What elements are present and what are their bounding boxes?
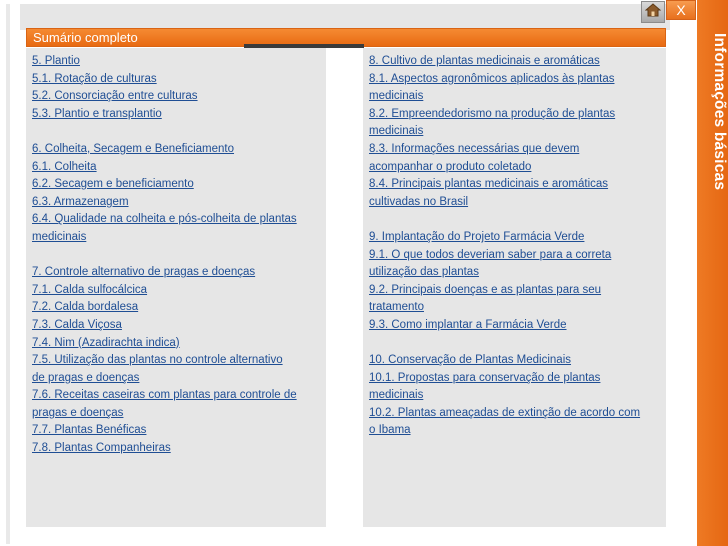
summary-link[interactable]: 10.2. Plantas ameaçadas de extinção de acordo com o Ibama bbox=[369, 406, 641, 437]
summary-link[interactable]: 8.3. Informações necessárias que devem acompanhar o produto coletado bbox=[369, 142, 580, 173]
left-summary-list bbox=[26, 48, 326, 458]
summary-link[interactable]: 9. Implantação do Projeto Farmácia Verde bbox=[369, 230, 585, 243]
summary-link[interactable]: 5.1. Rotação de culturas bbox=[32, 72, 157, 85]
summary-link[interactable]: 7.1. Calda sulfocálcica bbox=[32, 283, 148, 296]
summary-link[interactable]: 6. Colheita, Secagem e Beneficiamento bbox=[32, 142, 235, 155]
summary-link[interactable]: 5.3. Plantio e transplantio bbox=[32, 107, 162, 120]
left-summary-panel bbox=[26, 48, 326, 527]
summary-link[interactable]: 7. Controle alternativo de pragas e doenças bbox=[32, 266, 256, 279]
left-frame-edge bbox=[6, 4, 10, 544]
summary-link[interactable]: 8.2. Empreendedorismo na produção de plantas medicinais bbox=[369, 107, 616, 138]
close-button[interactable]: X bbox=[666, 0, 696, 20]
summary-link[interactable]: 6.1. Colheita bbox=[32, 160, 97, 173]
home-button[interactable] bbox=[641, 1, 665, 23]
summary-link[interactable]: 7.8. Plantas Companheiras bbox=[32, 442, 171, 455]
summary-link[interactable]: 7.6. Receitas caseiras com plantas para controle de pragas e doenças bbox=[32, 389, 297, 419]
summary-link[interactable]: 7.3. Calda Viçosa bbox=[32, 318, 122, 331]
summary-link[interactable]: 9.2. Principais doenças e as plantas para seu tratamento bbox=[369, 283, 602, 314]
summary-title: Sumário completo bbox=[26, 28, 666, 47]
right-summary-panel bbox=[363, 48, 666, 527]
summary-link[interactable]: 7.2. Calda bordalesa bbox=[32, 301, 139, 314]
summary-link[interactable]: 5. Plantio bbox=[32, 55, 80, 67]
summary-link[interactable]: 6.3. Armazenagem bbox=[32, 195, 129, 208]
right-summary-list bbox=[363, 48, 666, 440]
summary-link[interactable]: 6.2. Secagem e beneficiamento bbox=[32, 178, 194, 191]
summary-link[interactable]: 7.5. Utilização das plantas no controle alternativo de pragas e doenças bbox=[32, 354, 283, 384]
section-sidebar bbox=[697, 0, 728, 546]
summary-link[interactable]: 7.4. Nim (Azadirachta indica) bbox=[32, 336, 180, 349]
home-icon bbox=[645, 3, 661, 22]
summary-link[interactable]: 7.7. Plantas Benéficas bbox=[32, 424, 147, 437]
summary-link[interactable]: 10. Conservação de Plantas Medicinais bbox=[369, 354, 572, 367]
summary-link[interactable]: 6.4. Qualidade na colheita e pós-colheita de plantas medicinais bbox=[32, 213, 297, 243]
summary-link[interactable]: 5.2. Consorciação entre culturas bbox=[32, 90, 198, 103]
summary-link[interactable]: 9.1. O que todos deveriam saber para a correta utilização das plantas bbox=[369, 248, 612, 279]
summary-link[interactable]: 8.4. Principais plantas medicinais e aromáticas cultivadas no Brasil bbox=[369, 178, 609, 208]
summary-link[interactable]: 8. Cultivo de plantas medicinais e aromáticas bbox=[369, 55, 600, 67]
sidebar-title: Informações básicas bbox=[711, 33, 728, 191]
summary-link[interactable]: 9.3. Como implantar a Farmácia Verde bbox=[369, 318, 567, 331]
header-strip bbox=[20, 4, 670, 30]
summary-link[interactable]: 10.1. Propostas para conservação de plantas medicinais bbox=[369, 371, 601, 402]
summary-link[interactable]: 8.1. Aspectos agronômicos aplicados às plantas medicinais bbox=[369, 72, 615, 103]
